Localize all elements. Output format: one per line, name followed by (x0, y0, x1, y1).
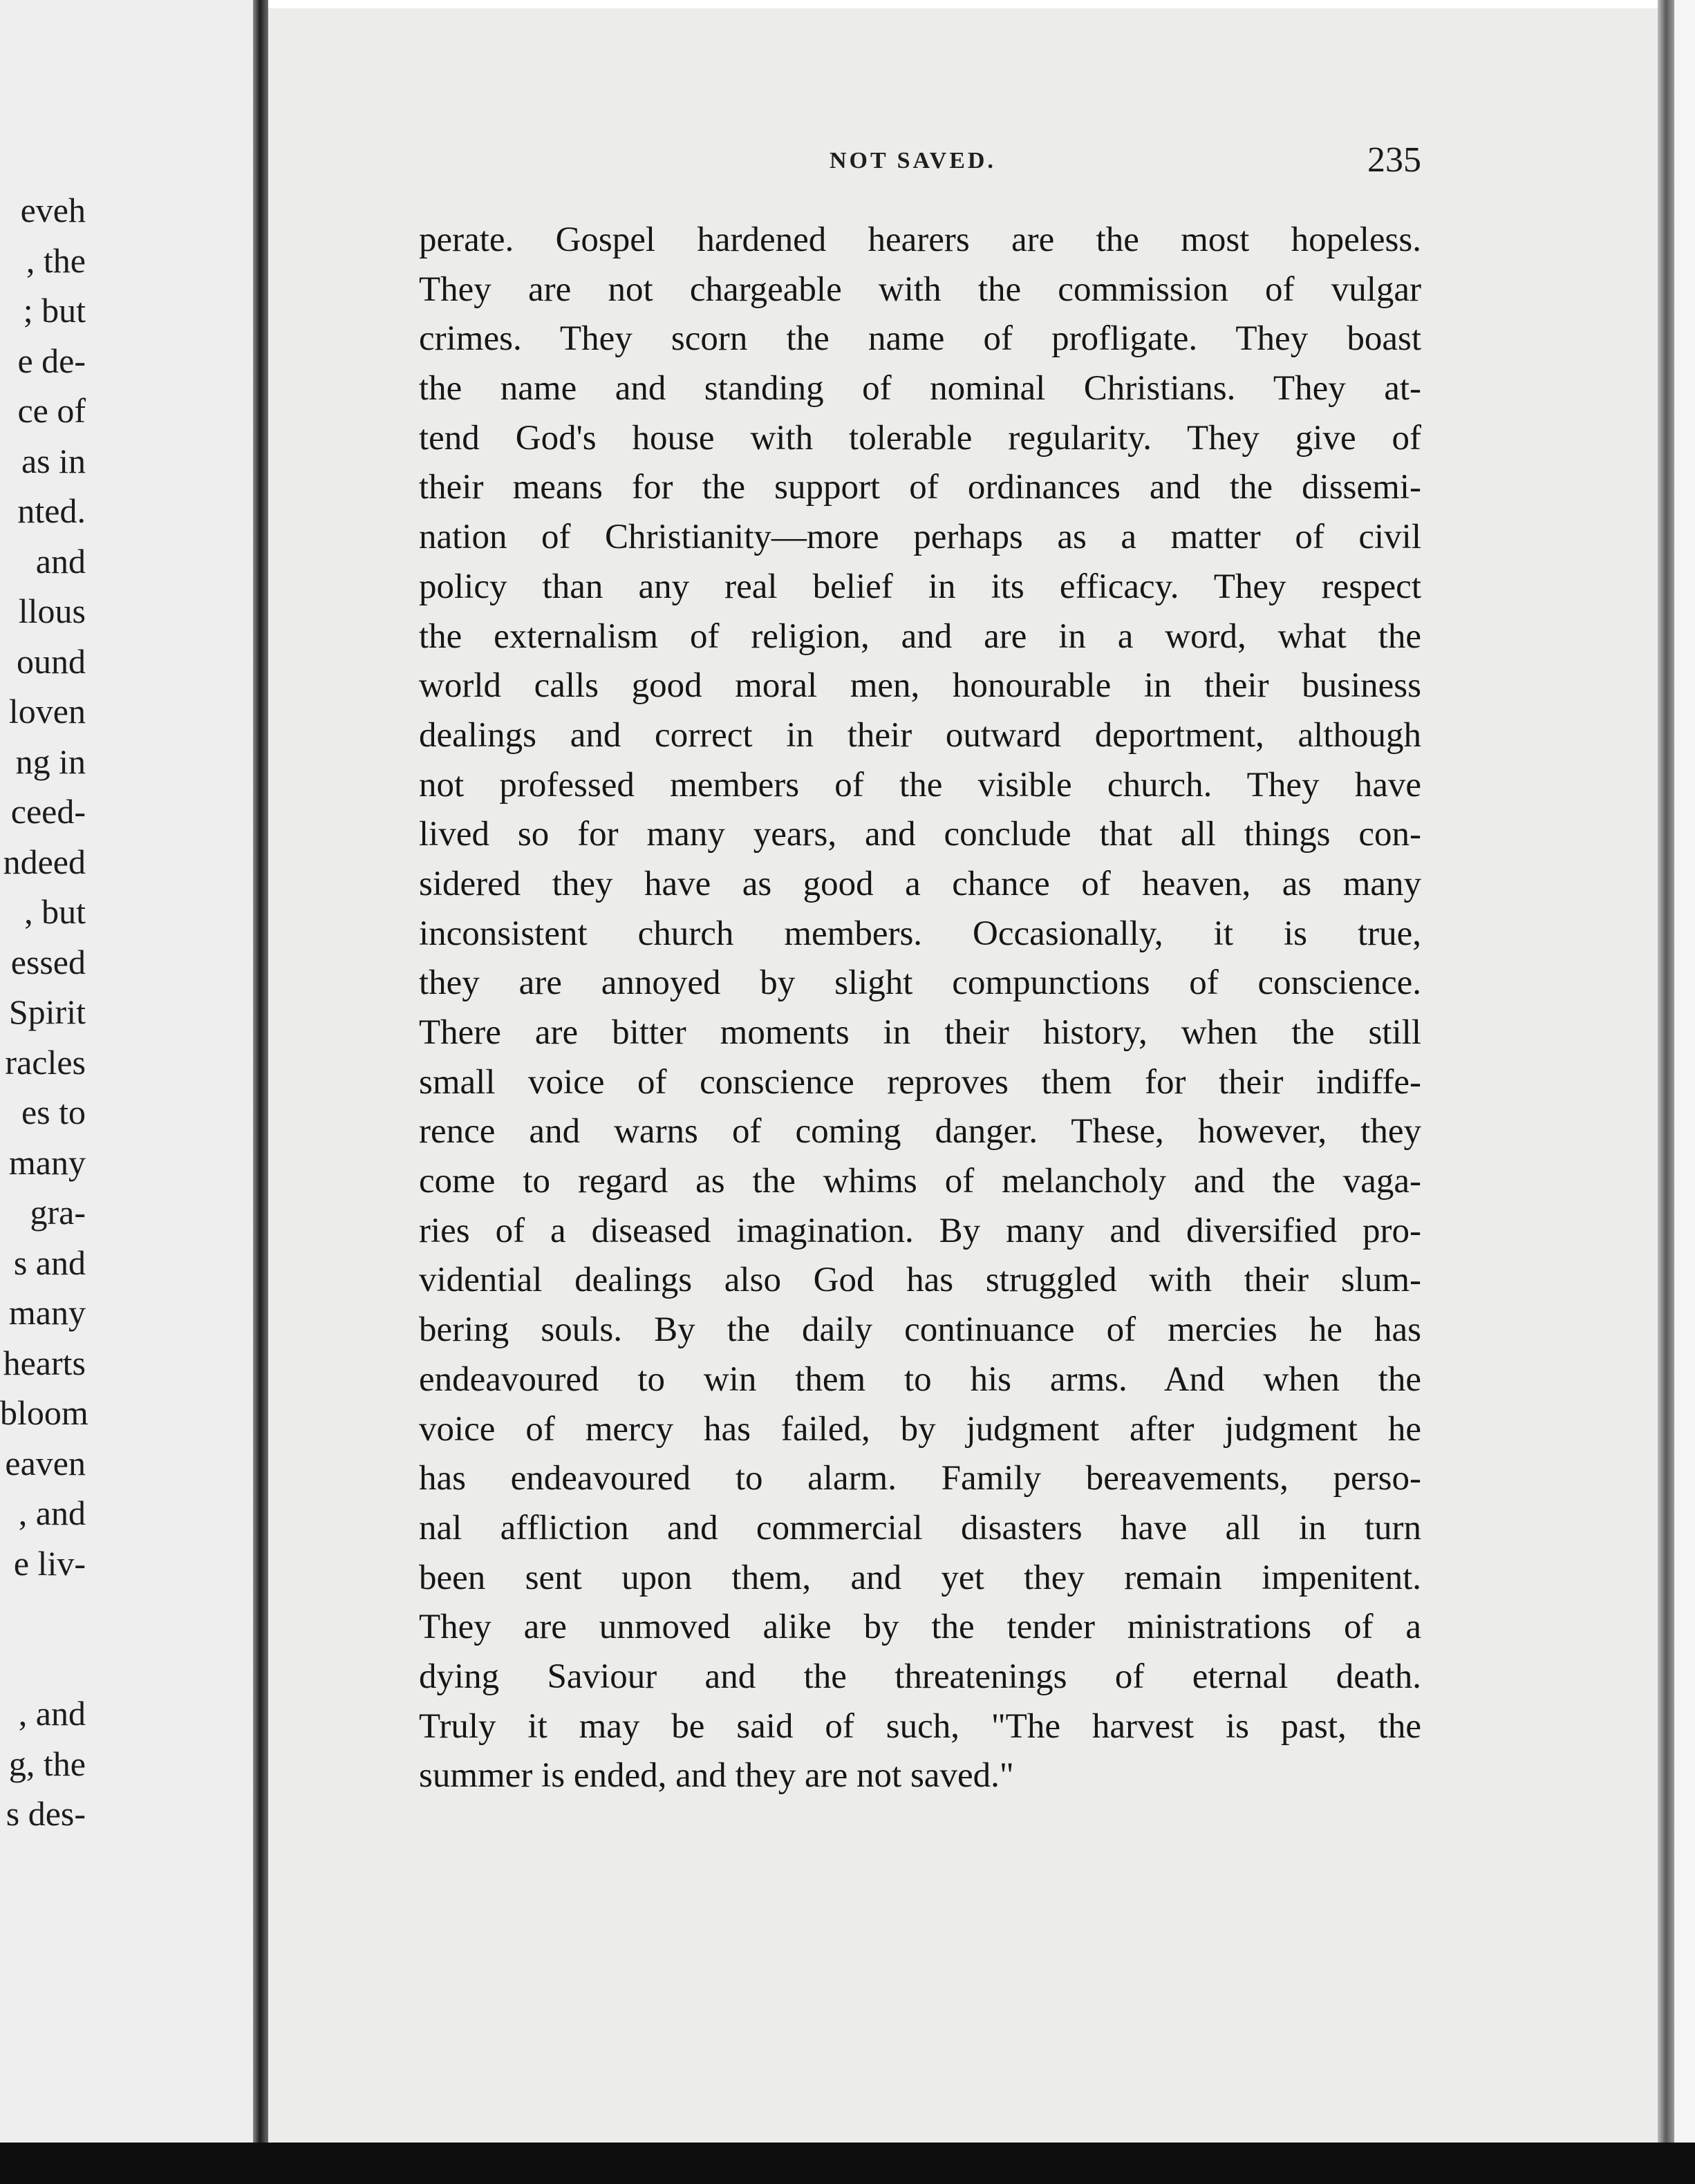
facing-page-line: s and (13, 1243, 86, 1282)
text-line: There are bitter moments in their history, when the still (419, 1013, 1421, 1052)
text-line: dying Saviour and the threatenings of eternal death. (419, 1657, 1421, 1696)
facing-page-line: loven (8, 692, 86, 731)
text-line: the externalism of religion, and are in a word, what the (419, 616, 1421, 656)
facing-page-line: llous (18, 592, 86, 630)
text-line: They are unmoved alike by the tender ministrations of a (419, 1608, 1421, 1647)
text-line: perate. Gospel hardened hearers are the most hopeless. (419, 220, 1421, 259)
running-head (268, 140, 1658, 195)
text-line: small voice of conscience reproves them for their indiffe- (419, 1062, 1421, 1102)
text-line: inconsistent church members. Occasionally, it is true, (419, 914, 1421, 953)
facing-page-text (0, 185, 86, 1839)
text-line: voice of mercy has failed, by judgment after judgment he (419, 1409, 1421, 1449)
text-line: Truly it may be said of such, "The harvest is past, the (419, 1706, 1421, 1746)
text-line: has endeavoured to alarm. Family bereavements, perso- (419, 1459, 1421, 1498)
body-text (419, 216, 1421, 1801)
facing-page-line: nted. (17, 491, 86, 530)
facing-page-line: and (35, 541, 86, 581)
facing-page-line: ceed- (10, 792, 86, 831)
facing-page-gap (0, 1588, 86, 1688)
page-edge (1658, 0, 1674, 2143)
text-line: They are not chargeable with the commission of vulgar (419, 270, 1421, 309)
facing-page-line: es to (21, 1093, 86, 1131)
facing-page-line: ng in (15, 742, 86, 781)
text-line: nation of Christianity—more perhaps as a matter of civil (419, 518, 1421, 557)
text-line: summer is ended, and they are not saved." (419, 1756, 1014, 1796)
facing-page-line: s des- (6, 1794, 86, 1833)
text-line: lived so for many years, and conclude that all things con- (419, 815, 1421, 854)
facing-page-line: , but (24, 892, 86, 931)
scan-bottom-border (0, 2143, 1695, 2184)
text-line: sidered they have as good a chance of heaven, as many (419, 864, 1421, 903)
facing-page-line: ndeed (3, 842, 86, 881)
facing-page-line: many (8, 1293, 86, 1332)
facing-page-line: , and (18, 1694, 86, 1733)
text-line: been sent upon them, and yet they remain impenitent. (419, 1558, 1421, 1597)
facing-page-line: ound (17, 641, 86, 681)
facing-page-line: g, the (8, 1744, 86, 1783)
facing-page-line: racles (5, 1042, 86, 1082)
facing-page-line: essed (10, 942, 86, 981)
text-line: endeavoured to win them to his arms. And when the (419, 1359, 1421, 1399)
facing-page-line: bloom (0, 1393, 88, 1432)
text-line: vidential dealings also God has struggled with their slum- (419, 1261, 1421, 1300)
facing-page-line: ce of (17, 391, 86, 430)
text-line: rence and warns of coming danger. These, however, they (419, 1112, 1421, 1151)
text-line: world calls good moral men, honourable in their business (419, 666, 1421, 706)
page-number: 235 (1367, 140, 1421, 180)
page-edge-outer (1674, 0, 1695, 2143)
facing-page-line: , the (26, 241, 86, 280)
text-line: they are annoyed by slight compunctions of conscience. (419, 963, 1421, 1003)
running-head-title: NOT SAVED. (830, 148, 996, 173)
facing-page-line: Spirit (8, 992, 86, 1031)
text-line: the name and standing of nominal Christians. They at- (419, 369, 1421, 408)
text-line: their means for the support of ordinances and the dissemi- (419, 468, 1421, 507)
facing-page-line: many (8, 1142, 86, 1182)
text-line: bering souls. By the daily continuance of mercies he has (419, 1310, 1421, 1350)
facing-page (0, 0, 257, 2143)
facing-page-line: hearts (3, 1343, 86, 1382)
facing-page-line: as in (21, 441, 86, 480)
facing-page-line: eveh (20, 191, 86, 229)
text-line: dealings and correct in their outward deportment, although (419, 715, 1421, 755)
text-line: not professed members of the visible church. They have (419, 765, 1421, 804)
text-line: policy than any real belief in its efficacy. They respect (419, 567, 1421, 606)
text-line: come to regard as the whims of melancholy and the vaga- (419, 1162, 1421, 1201)
facing-page-line: eaven (5, 1443, 86, 1482)
book-gutter (253, 0, 268, 2143)
facing-page-line: , and (18, 1494, 86, 1532)
facing-page-line: ; but (23, 291, 86, 330)
page (268, 8, 1658, 2143)
facing-page-line: e liv- (13, 1543, 86, 1583)
text-line: tend God's house with tolerable regularity. They give of (419, 418, 1421, 458)
text-line: ries of a diseased imagination. By many and diversified pro- (419, 1211, 1421, 1250)
text-line: nal affliction and commercial disasters have all in turn (419, 1508, 1421, 1547)
text-line: crimes. They scorn the name of profligate. They boast (419, 319, 1421, 359)
facing-page-line: e de- (17, 341, 86, 380)
facing-page-line: gra- (30, 1193, 86, 1232)
